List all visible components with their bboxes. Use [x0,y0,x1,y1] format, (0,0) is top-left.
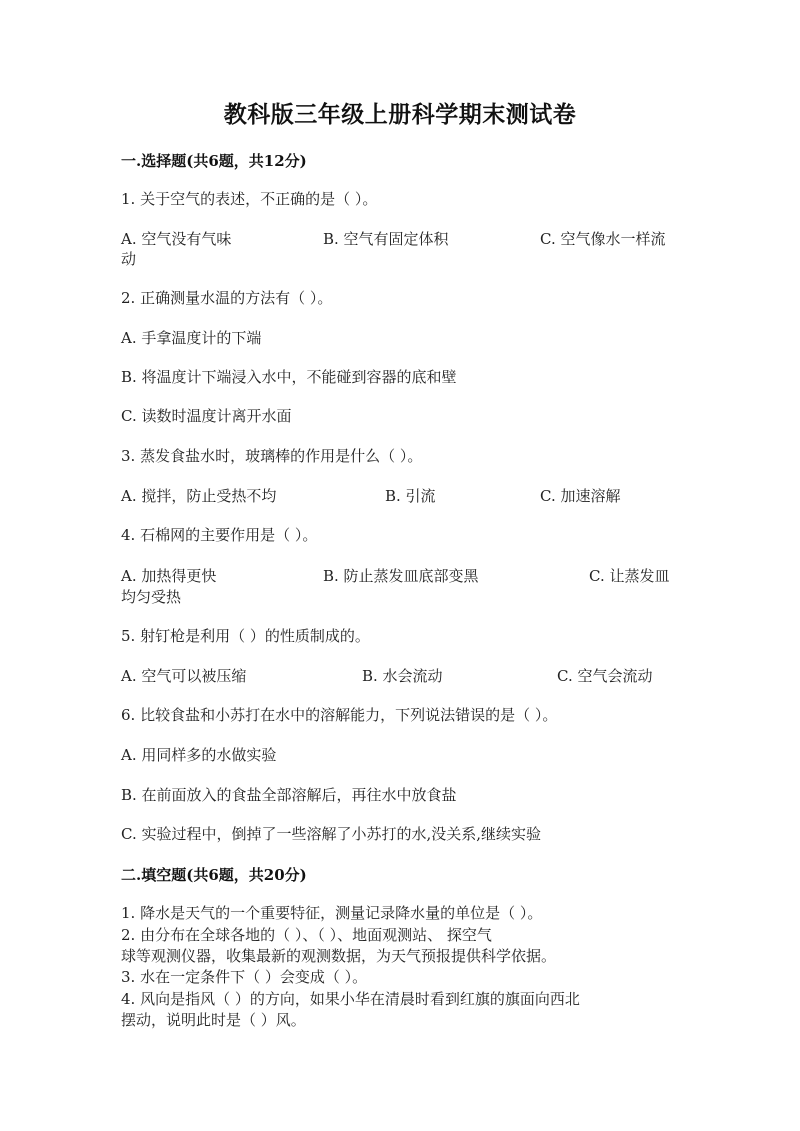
fill-question-4-line-1: 4. 风向是指风（ ）的方向，如果小华在清晨时看到红旗的旗面向西北 [121,990,580,1008]
question-1-option-c: C. 空气像水一样流 [540,230,666,248]
page-title: 教科版三年级上册科学期末测试卷 [223,101,577,128]
fill-question-2-line-2: 球等观测仪器，收集最新的观测数据，为天气预报提供科学依据。 [121,947,557,965]
question-2-option-b: B. 将温度计下端浸入水中，不能碰到容器的底和壁 [121,368,457,386]
question-1-stem: 1. 关于空气的表述，不正确的是（ ）。 [121,190,378,208]
question-5-option-b: B. 水会流动 [362,667,443,685]
question-4-option-a: A. 加热得更快 [121,567,217,585]
question-2-option-a: A. 手拿温度计的下端 [121,329,262,347]
question-5-option-c: C. 空气会流动 [557,667,653,685]
question-2-stem: 2. 正确测量水温的方法有（ ）。 [121,289,333,307]
question-6-option-c: C. 实验过程中，倒掉了一些溶解了小苏打的水,没关系,继续实验 [121,825,542,843]
fill-question-1: 1. 降水是天气的一个重要特征，测量记录降水量的单位是（ ）。 [121,904,543,922]
section-heading-fill-blank: 二.填空题(共6题，共20分) [121,866,307,884]
question-5-stem: 5. 射钉枪是利用（ ）的性质制成的。 [121,627,370,645]
section-heading-choice: 一.选择题(共6题，共12分) [121,152,307,170]
fill-question-2-line-1: 2. 由分布在全球各地的（ ）、（ ）、地面观测站、 探空气 [121,926,492,944]
question-4-option-b: B. 防止蒸发皿底部变黑 [323,567,479,585]
question-2-option-c: C. 读数时温度计离开水面 [121,407,292,425]
question-3-option-c: C. 加速溶解 [540,487,621,505]
fill-question-4-line-2: 摆动，说明此时是（ ）风。 [121,1011,306,1029]
question-3-option-b: B. 引流 [385,487,436,505]
question-1-option-b: B. 空气有固定体积 [323,230,449,248]
question-4-option-c: C. 让蒸发皿 [589,567,670,585]
fill-question-3: 3. 水在一定条件下（ ）会变成（ ）。 [121,968,368,986]
question-3-option-a: A. 搅拌，防止受热不均 [121,487,277,505]
question-1-option-c-continued: 动 [121,250,137,268]
question-1-option-a: A. 空气没有气味 [121,230,232,248]
question-6-option-b: B. 在前面放入的食盐全部溶解后，再往水中放食盐 [121,786,457,804]
question-4-option-c-continued: 均匀受热 [121,588,182,606]
question-6-stem: 6. 比较食盐和小苏打在水中的溶解能力，下列说法错误的是（ ）。 [121,706,558,724]
question-4-stem: 4. 石棉网的主要作用是（ ）。 [121,526,318,544]
question-6-option-a: A. 用同样多的水做实验 [121,746,277,764]
question-5-option-a: A. 空气可以被压缩 [121,667,247,685]
question-3-stem: 3. 蒸发食盐水时，玻璃棒的作用是什么（ ）。 [121,447,423,465]
